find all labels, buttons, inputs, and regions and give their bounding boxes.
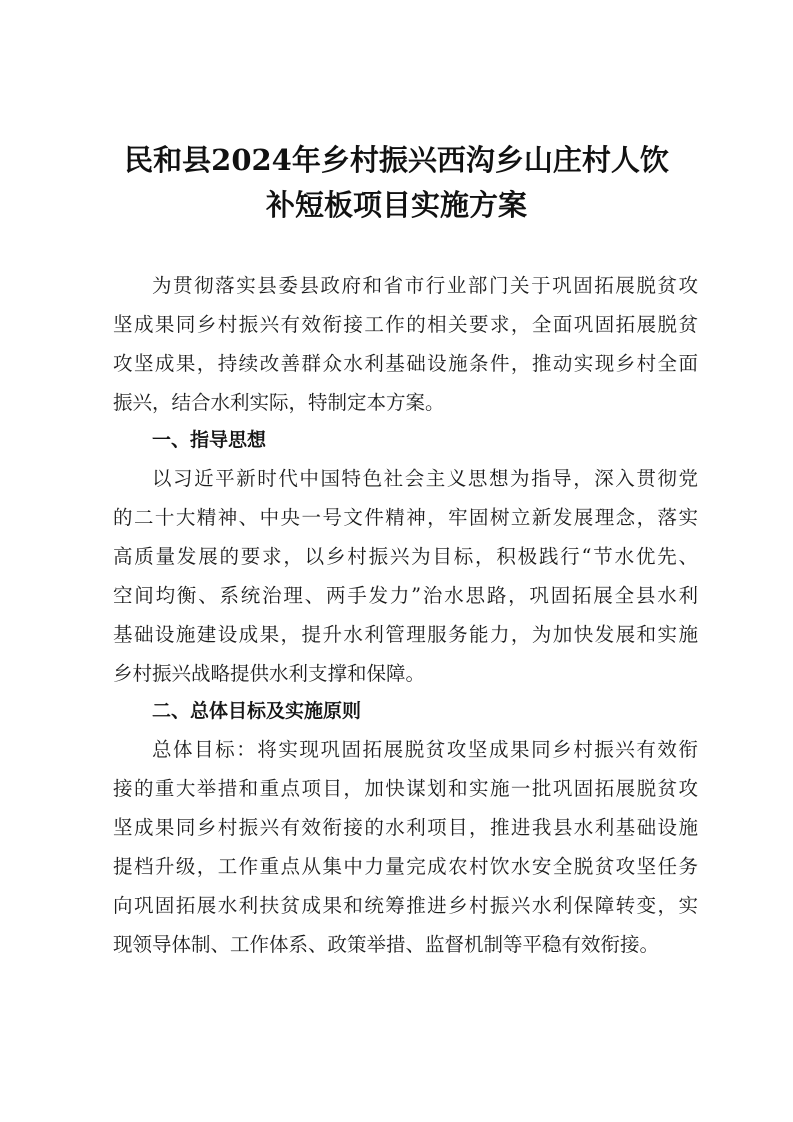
section-1-line: 以习近平新时代中国特色社会主义思想为指导，深入贯彻党	[152, 467, 698, 490]
section-1-line: 乡村振兴战略提供水利支撑和保障。	[113, 662, 426, 685]
section-1-line: 空间均衡、系统治理、两手发力”治水思路，巩固拓展全县水利	[113, 584, 698, 607]
section-1-line: 的二十大精神、中央一号文件精神，牢固树立新发展理念，落实	[113, 506, 698, 529]
document-title-line-2: 补短板项目实施方案	[265, 188, 527, 222]
section-1-line: 高质量发展的要求，以乡村振兴为目标，积极践行“节水优先、	[113, 545, 698, 568]
intro-line: 为贯彻落实县委县政府和省市行业部门关于巩固拓展脱贫攻	[152, 274, 698, 297]
intro-line: 坚成果同乡村振兴有效衔接工作的相关要求，全面巩固拓展脱贫	[113, 313, 698, 336]
section-1-line: 基础设施建设成果，提升水利管理服务能力，为加快发展和实施	[113, 623, 698, 646]
section-2-line: 总体目标：将实现巩固拓展脱贫攻坚成果同乡村振兴有效衔	[152, 738, 698, 761]
document-title-line-1: 民和县2024年乡村振兴西沟乡山庄村人饮	[124, 143, 669, 177]
section-2-line: 向巩固拓展水利扶贫成果和统筹推进乡村振兴水利保障转变，实	[113, 894, 698, 917]
section-heading-overall-goals: 二、总体目标及实施原则	[152, 700, 362, 722]
section-2-line: 坚成果同乡村振兴有效衔接的水利项目，推进我县水利基础设施	[113, 816, 698, 839]
section-2-line: 现领导体制、工作体系、政策举措、监督机制等平稳有效衔接。	[113, 933, 660, 956]
intro-line: 攻坚成果，持续改善群众水利基础设施条件，推动实现乡村全面	[113, 352, 698, 375]
section-heading-guiding-ideology: 一、指导思想	[152, 429, 267, 451]
section-2-line: 提档升级，工作重点从集中力量完成农村饮水安全脱贫攻坚任务	[113, 855, 698, 878]
section-2-line: 接的重大举措和重点项目，加快谋划和实施一批巩固拓展脱贫攻	[113, 777, 698, 800]
intro-line: 振兴，结合水利实际，特制定本方案。	[113, 391, 445, 414]
